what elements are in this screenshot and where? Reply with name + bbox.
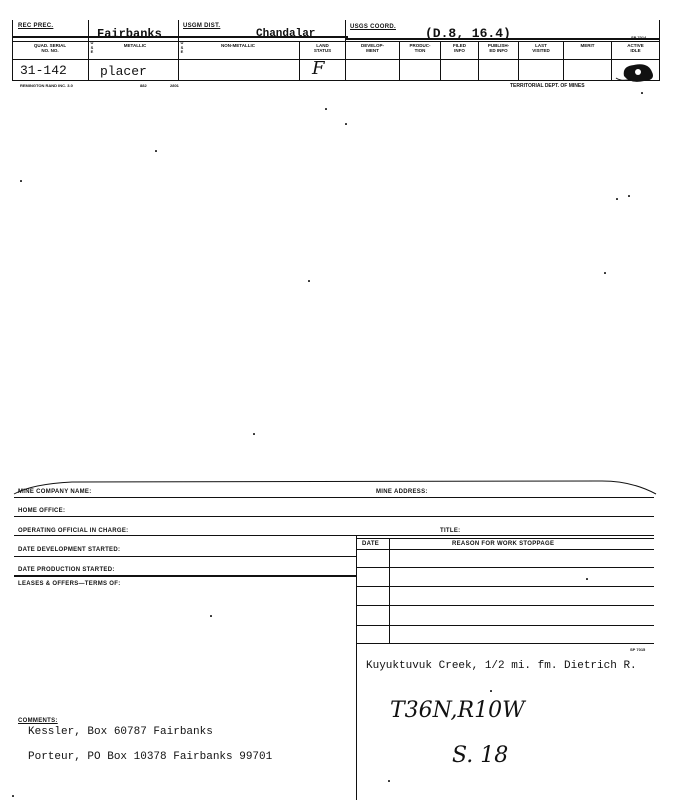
metallic-value: placer	[100, 64, 147, 79]
handwritten-township: T36N,R10W	[390, 698, 525, 723]
form-divider	[356, 536, 357, 800]
col-production: PRODUC- TION	[409, 43, 431, 54]
comments-label: COMMENTS:	[18, 718, 58, 724]
usgm-dist-label: USGM DIST.	[183, 23, 221, 29]
col-metallic-use: U S E	[90, 40, 94, 55]
leases-offers-label: LEASES & OFFERS—TERMS OF:	[18, 581, 121, 587]
date-production-label: DATE PRODUCTION STARTED:	[18, 567, 115, 573]
usgs-coord-label: USGS COORD.	[350, 24, 396, 30]
operating-official-label: OPERATING OFFICIAL IN CHARGE:	[18, 528, 129, 534]
usgm-dist-value: Chandalar	[256, 28, 316, 40]
col-metallic: METALLIC	[123, 43, 147, 48]
department-imprint: TERRITORIAL DEPT. OF MINES	[510, 83, 585, 89]
mine-company-label: MINE COMPANY NAME:	[18, 489, 92, 495]
comment-line-2: Porteur, PO Box 10378 Fairbanks 99701	[28, 751, 273, 763]
land-status-value: F	[312, 58, 325, 79]
location-note: Kuyuktuvuk Creek, 1/2 mi. fm. Dietrich R.	[366, 660, 637, 672]
header-rule-top	[12, 36, 348, 38]
col-land-status: LAND STATUS	[313, 43, 332, 54]
rec-prec-value: Fairbanks	[97, 27, 162, 41]
date-col-label: DATE	[362, 541, 380, 547]
date-development-label: DATE DEVELOPMENT STARTED:	[18, 547, 121, 553]
ink-blot-icon	[614, 60, 658, 84]
col-published-info: PUBLISH- ED INFO	[487, 43, 510, 54]
col-development: DEVELOP- MENT	[360, 43, 384, 54]
rec-prec-label: REC PREC.	[18, 23, 54, 29]
col-nonmetallic-use: U S E	[180, 40, 184, 55]
usgs-coord-value: (D.8, 16.4)	[425, 26, 511, 41]
quad-serial-value: 31-142	[20, 63, 67, 78]
print-code-b: 2801	[170, 83, 179, 88]
col-active-idle: ACTIVE IDLE	[627, 43, 644, 54]
home-office-label: HOME OFFICE:	[18, 508, 66, 514]
col-non-metallic: NON-METALLIC	[221, 43, 255, 48]
col-filed-info: FILED INFO	[453, 43, 466, 54]
col-quad-serial: QUAD. SERIAL NO. NO.	[33, 43, 67, 54]
mine-address-label: MINE ADDRESS:	[376, 489, 428, 495]
form-number-bottom: SP 7015	[630, 647, 646, 652]
printer-imprint: REMINGTON RAND INC. 3.0	[20, 83, 73, 88]
title-label: TITLE:	[440, 528, 461, 534]
col-last-visited: LAST VISITED	[532, 43, 550, 54]
reason-col-label: REASON FOR WORK STOPPAGE	[452, 541, 555, 547]
record-row-bottom	[12, 80, 660, 81]
handwritten-section: S. 18	[452, 743, 509, 768]
comment-line-1: Kessler, Box 60787 Fairbanks	[28, 726, 213, 738]
col-merit: MERIT	[580, 43, 595, 48]
form-number-top: SP 7014	[631, 35, 647, 40]
print-code-a: 882	[140, 83, 147, 88]
